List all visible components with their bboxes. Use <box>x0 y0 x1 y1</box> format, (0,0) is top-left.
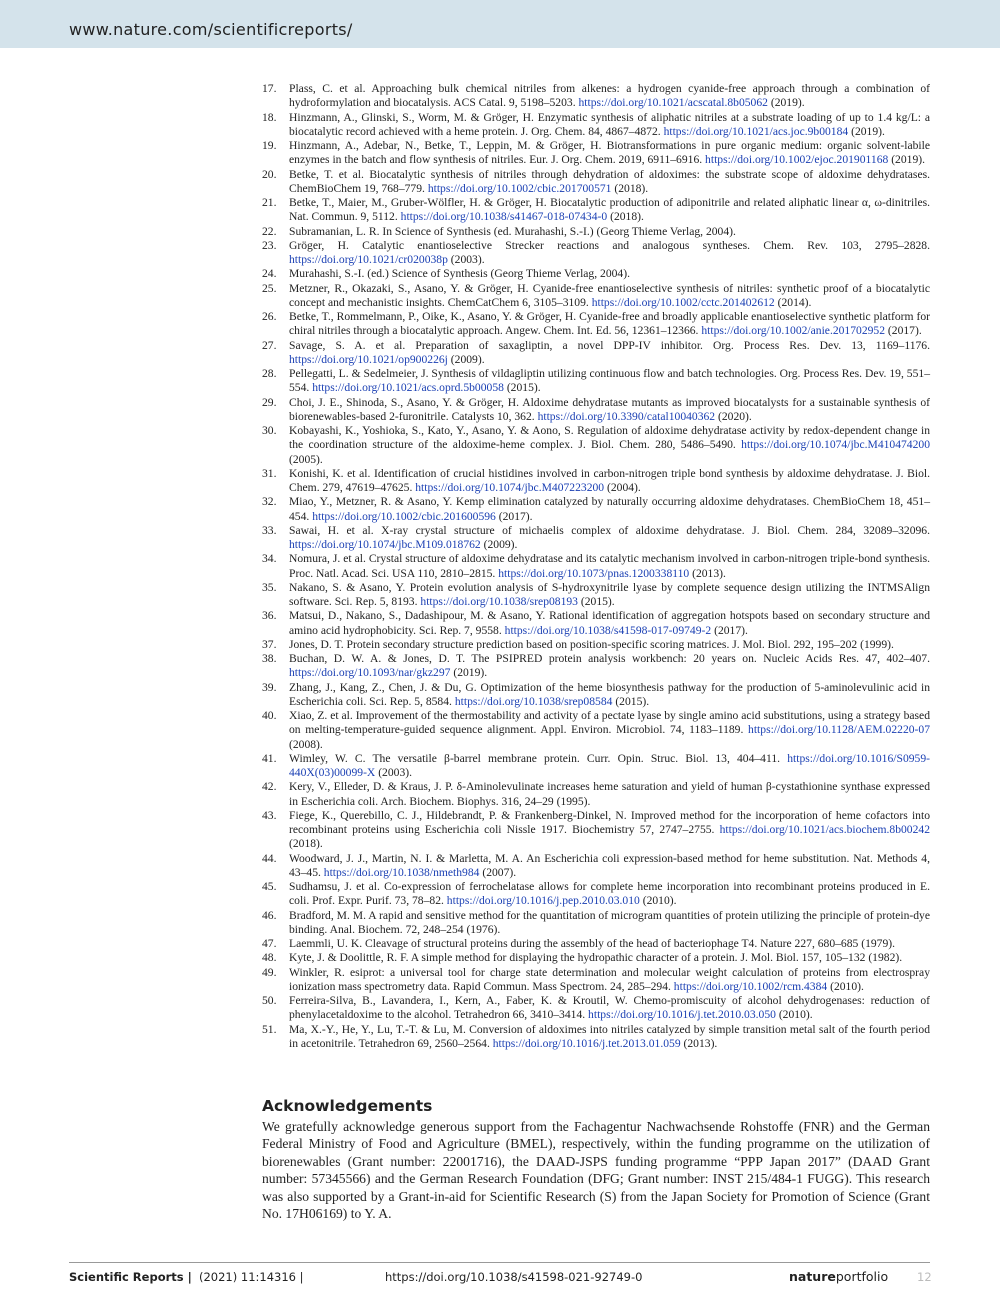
reference-citation: Subramanian, L. R. In Science of Synthesis (ed. Murahashi, S.-I.) (Georg Thieme Verlag, 2004). <box>289 224 736 238</box>
reference-item <box>262 909 930 937</box>
reference-citation: Kobayashi, K., Yoshioka, S., Kato, Y., Asano, Y. & Aono, S. Regulation of aldoxime dehydratase activity by redox-dependent change in the coordination structure of the aldoxime-heme complex. J. Biol. Chem. 280, 5486–5490. <box>289 424 930 452</box>
reference-number: 21. <box>262 196 277 209</box>
reference-year: (2003). <box>447 253 485 266</box>
reference-item <box>262 652 930 680</box>
reference-text <box>289 339 930 367</box>
reference-doi-link[interactable]: https://doi.org/10.1038/s41598-017-09749-2 <box>504 623 712 637</box>
reference-doi-link[interactable]: https://doi.org/10.1074/jbc.M410474200 <box>741 438 930 452</box>
reference-number: 51. <box>262 1022 277 1036</box>
reference-citation: Konishi, K. et al. Identification of crucial histidines involved in carbon-nitrogen triple bond synthesis by aldoxime dehydratase. J. Biol. Chem. 279, 47619–47625. <box>289 466 930 494</box>
reference-year: (2013). <box>680 1036 718 1050</box>
reference-item <box>262 709 930 752</box>
reference-doi-link[interactable]: https://doi.org/10.1074/jbc.M109.018762 <box>289 538 481 551</box>
reference-number: 31. <box>262 466 277 480</box>
reference-citation: Woodward, J. J., Martin, N. I. & Marletta, M. A. An Escherichia coli expression-based method for heme substitution. Nat. Methods 4, 43–45. <box>289 851 930 879</box>
reference-item <box>262 82 930 110</box>
reference-text <box>289 780 930 808</box>
reference-year: (2018). <box>611 181 649 195</box>
reference-citation: Betke, T., Maier, M., Gruber-Wölfler, H. & Gröger, H. Biocatalytic production of adiponitrile and related aliphatic linear α, ω-dinitriles. Nat. Commun. 9, 5112. <box>289 196 930 224</box>
reference-number: 19. <box>262 139 277 152</box>
reference-item <box>262 111 930 139</box>
reference-citation: Winkler, R. esiprot: a universal tool for charge state determination and molecular weight calculation of proteins from electrospray ionization mass spectrometry data. Rapid Commun. Mass Spectrom. 24, 285–294. <box>289 965 930 993</box>
reference-citation: Choi, J. E., Shinoda, S., Asano, Y. & Gröger, H. Aldoxime dehydratase mutants as improved biocatalysts for a sustainable synthesis of biorenewables-based 2-furonitrile. Catalysts 10, 362. <box>289 395 930 423</box>
reference-item <box>262 196 930 224</box>
reference-text <box>289 638 930 652</box>
reference-text <box>289 225 930 239</box>
reference-number: 25. <box>262 281 277 295</box>
reference-year: (2020). <box>715 409 752 423</box>
reference-year: (2014). <box>774 295 812 309</box>
reference-item <box>262 424 930 467</box>
reference-text <box>289 552 930 580</box>
reference-text <box>289 424 930 467</box>
reference-doi-link[interactable]: https://doi.org/10.3390/catal10040362 <box>537 409 716 423</box>
reference-doi-link[interactable]: https://doi.org/10.1021/acs.joc.9b00184 <box>663 124 849 138</box>
reference-number: 41. <box>262 751 277 765</box>
reference-citation: Laemmli, U. K. Cleavage of structural proteins during the assembly of the head of bacteriophage T4. Nature 227, 680–685 (1979). <box>289 937 896 950</box>
reference-citation: Betke, T. et al. Biocatalytic synthesis of nitriles through dehydration of aldoximes: the substrate scope of aldoxime dehydratases. ChemBioChem 19, 768–779. <box>289 167 930 195</box>
reference-text <box>289 994 930 1022</box>
reference-doi-link[interactable]: https://doi.org/10.1016/j.tet.2010.03.050 <box>588 1008 776 1022</box>
reference-item <box>262 951 930 965</box>
reference-year: (2007). <box>479 865 517 879</box>
page-number: 12 <box>917 1270 932 1284</box>
reference-item <box>262 239 930 267</box>
reference-citation: Ma, X.-Y., He, Y., Lu, T.-T. & Lu, M. Conversion of aldoximes into nitriles catalyzed by simple transition metal salt of the fourth period in acetonitrile. Tetrahedron 69, 2560–2564. <box>289 1022 930 1050</box>
nature-portfolio-logo <box>789 1269 888 1284</box>
reference-doi-link[interactable]: https://doi.org/10.1016/j.tet.2013.01.059 <box>492 1036 681 1050</box>
reference-year: (2008). <box>289 737 323 751</box>
acknowledgements-text: We gratefully acknowledge generous support from the Fachagentur Nachwachsende Rohstoffe (FNR) and the German Federal Ministry of Food and Agriculture (BMEL), respectively, within the funding programme on the utilization of biorenewables (Grant number: 22001716), the DAAD-JSPS funding programme “PPP Japan 2017” (DAAD Grant number: 57345566) and the German Research Foundation (DFG; Grant number: INST 215/484-1 FUGG). This research was also supported by a Grant-in-aid for Scientific Research (S) from the Japan Society for Promotion of Science (Grant No. 17H06169) to Y. A. <box>262 1119 930 1222</box>
reference-item <box>262 282 930 310</box>
reference-citation: Sudhamsu, J. et al. Co-expression of ferrochelatase allows for complete heme incorporation into recombinant proteins produced in E. coli. Prof. Expr. Purif. 73, 78–82. <box>289 880 930 908</box>
reference-item <box>262 367 930 395</box>
reference-item <box>262 1023 930 1051</box>
reference-text <box>289 524 930 552</box>
reference-text <box>289 951 930 965</box>
reference-text <box>289 111 930 139</box>
reference-item <box>262 852 930 880</box>
footer-doi[interactable]: https://doi.org/10.1038/s41598-021-92749-0 <box>385 1270 643 1284</box>
reference-item <box>262 524 930 552</box>
footer-volume: (2021) 11:14316 | <box>199 1270 304 1284</box>
reference-number: 28. <box>262 367 277 381</box>
reference-item <box>262 396 930 424</box>
reference-year: (2010). <box>639 894 677 908</box>
reference-text <box>289 282 930 310</box>
reference-text <box>289 652 930 680</box>
reference-citation: Kyte, J. & Doolittle, R. F. A simple method for displaying the hydropathic character of a protein. J. Mol. Biol. 157, 105–132 (1982). <box>289 951 903 965</box>
reference-citation: Gröger, H. Catalytic enantioselective Strecker reactions and analogous syntheses. Chem. Rev. 103, 2795–2828. <box>289 238 930 252</box>
reference-year: (2010). <box>827 979 864 993</box>
reference-text <box>289 196 930 224</box>
reference-year: (2015). <box>612 694 650 708</box>
reference-text <box>289 581 930 609</box>
reference-item <box>262 937 930 951</box>
reference-year: (2017). <box>885 324 922 338</box>
reference-item <box>262 581 930 609</box>
reference-citation: Buchan, D. W. A. & Jones, D. T. The PSIPRED protein analysis workbench: 20 years on. Nucleic Acids Res. 47, 402–407. <box>289 652 930 666</box>
reference-item <box>262 609 930 637</box>
reference-citation: Plass, C. et al. Approaching bulk chemical nitriles from alkenes: a hydrogen cyanide-free approach through a combination of hydroformylation and biocatalysis. ACS Catal. 9, 5198–5203. <box>289 82 930 110</box>
reference-year: (2017). <box>711 623 748 637</box>
reference-doi-link[interactable]: https://doi.org/10.1074/jbc.M407223200 <box>415 481 605 494</box>
reference-text <box>289 909 930 937</box>
reference-year: (2009). <box>447 352 485 366</box>
reference-text <box>289 139 930 167</box>
reference-item <box>262 552 930 580</box>
reference-text <box>289 396 930 424</box>
reference-year: (2010). <box>775 1008 813 1022</box>
reference-number: 47. <box>262 937 277 950</box>
reference-text <box>289 809 930 852</box>
reference-number: 32. <box>262 495 277 509</box>
reference-item <box>262 339 930 367</box>
reference-number: 27. <box>262 338 277 352</box>
reference-citation: Xiao, Z. et al. Improvement of the thermostability and activity of a pectate lyase by single amino acid substitutions, using a strategy based on melting-temperature-guided sequence alignment. Appl. Environ. Microbiol. 74, 1183–1189. <box>289 709 930 737</box>
reference-citation: Fiege, K., Querebillo, C. J., Hildebrandt, P. & Frankenberg-Dinkel, N. Improved method for the incorporation of heme cofactors into recombinant proteins using Escherichia coli Nissle 1917. Biochemistry 57, 2747–2755. <box>289 808 930 836</box>
header-url[interactable]: www.nature.com/scientificreports/ <box>69 20 353 39</box>
reference-item <box>262 310 930 338</box>
reference-citation: Nomura, J. et al. Crystal structure of aldoxime dehydratase and its catalytic mechanism involved in carbon-nitrogen triple-bond synthesis. Proc. Natl. Acad. Sci. USA 110, 2810–2815. <box>289 552 930 580</box>
reference-citation: Hinzmann, A., Glinski, S., Worm, M. & Gröger, H. Enzymatic synthesis of aliphatic nitriles at a substrate loading of up to 1.4 kg/L: a biocatalytic record achieved with a heme protein. J. Org. Chem. 84, 4867–4872. <box>289 110 930 138</box>
reference-doi-link[interactable]: https://doi.org/10.1002/rcm.4384 <box>673 979 828 993</box>
reference-number: 44. <box>262 851 277 865</box>
reference-number: 37. <box>262 637 277 651</box>
reference-text <box>289 880 930 908</box>
reference-doi-link[interactable]: https://doi.org/10.1021/cr020038p <box>289 253 448 266</box>
reference-number: 39. <box>262 680 277 694</box>
reference-number: 40. <box>262 709 277 723</box>
reference-text <box>289 367 930 395</box>
header-bar <box>0 0 1000 48</box>
reference-number: 20. <box>262 167 277 181</box>
reference-year: (2017). <box>495 509 533 523</box>
reference-text <box>289 82 930 110</box>
reference-citation: Betke, T., Rommelmann, P., Oike, K., Asano, Y. & Gröger, H. Cyanide-free and broadly applicable enantioselective synthetic platform for chiral nitriles through a biocatalytic approach. Angew. Chem. Int. Ed. 56, 12361–12366. <box>289 310 930 338</box>
reference-number: 23. <box>262 238 277 252</box>
reference-item <box>262 994 930 1022</box>
reference-text <box>289 239 930 267</box>
reference-number: 48. <box>262 951 277 965</box>
reference-item <box>262 752 930 780</box>
reference-doi-link[interactable]: https://doi.org/10.1016/S0959-440X(03)00099-X <box>289 751 930 779</box>
acknowledgements-section <box>262 1097 930 1222</box>
reference-doi-link[interactable]: https://doi.org/10.1021/acs.biochem.8b00242 <box>719 823 930 836</box>
reference-doi-link[interactable]: https://doi.org/10.1073/pnas.1200338110 <box>498 566 690 580</box>
reference-year: (2019). <box>450 666 488 680</box>
reference-doi-link[interactable]: https://doi.org/10.1002/ejoc.201901168 <box>705 153 889 167</box>
reference-year: (2013). <box>689 566 726 580</box>
reference-number: 35. <box>262 580 277 594</box>
reference-year: (2019). <box>767 96 805 110</box>
reference-doi-link[interactable]: https://doi.org/10.1016/j.pep.2010.03.010 <box>446 894 640 908</box>
reference-text <box>289 1023 930 1051</box>
reference-citation: Savage, S. A. et al. Preparation of saxagliptin, a novel DPP-IV inhibitor. Org. Process Res. Dev. 13, 1169–1176. <box>289 338 930 352</box>
reference-item <box>262 495 930 523</box>
reference-text <box>289 495 930 523</box>
reference-doi-link[interactable]: https://doi.org/10.1128/AEM.02220-07 <box>748 723 930 737</box>
reference-citation: Nakano, S. & Asano, Y. Protein evolution analysis of S-hydroxynitrile lyase by complete sequence design utilizing the INTMSAlign software. Sci. Rep. 5, 8193. <box>289 580 930 608</box>
reference-citation: Kery, V., Elleder, D. & Kraus, J. P. δ-Aminolevulinate increases heme saturation and yield of human β-cystathionine synthase expressed in Escherichia coli. Arch. Biochem. Biophys. 316, 24–29 (1995). <box>289 780 930 808</box>
brand-bold: nature <box>789 1269 836 1284</box>
reference-doi-link[interactable]: https://doi.org/10.1002/cbic.201700571 <box>427 181 612 195</box>
reference-item <box>262 267 930 281</box>
reference-citation: Sawai, H. et al. X-ray crystal structure of michaelis complex of aldoxime dehydratase. J. Biol. Chem. 284, 32089–32096. <box>289 523 930 537</box>
reference-text <box>289 966 930 994</box>
reference-year: (2019). <box>888 153 926 167</box>
reference-citation: Miao, Y., Metzner, R. & Asano, Y. Kemp elimination catalyzed by naturally occurring aldoxime dehydratases. ChemBioChem 18, 451–454. <box>289 495 930 523</box>
reference-item <box>262 638 930 652</box>
reference-number: 22. <box>262 224 277 238</box>
footer-divider <box>69 1262 930 1263</box>
reference-doi-link[interactable]: https://doi.org/10.1093/nar/gkz297 <box>289 666 451 680</box>
brand-rest: portfolio <box>835 1269 889 1284</box>
reference-item <box>262 467 930 495</box>
reference-doi-link[interactable]: https://doi.org/10.1002/anie.201702952 <box>701 324 886 338</box>
reference-citation: Jones, D. T. Protein secondary structure prediction based on position-specific scoring matrices. J. Mol. Biol. 292, 195–202 (1999). <box>289 637 894 651</box>
reference-text <box>289 168 930 196</box>
reference-number: 42. <box>262 780 277 794</box>
reference-text <box>289 310 930 338</box>
reference-number: 49. <box>262 965 277 979</box>
reference-number: 33. <box>262 523 277 537</box>
reference-year: (2015). <box>503 381 541 395</box>
reference-doi-link[interactable]: https://doi.org/10.1038/s41467-018-07434-0 <box>400 210 608 224</box>
reference-year: (2004). <box>604 481 641 494</box>
reference-doi-link[interactable]: https://doi.org/10.1002/cbic.201600596 <box>312 509 496 523</box>
reference-list <box>262 82 930 1051</box>
reference-number: 46. <box>262 908 277 922</box>
reference-doi-link[interactable]: https://doi.org/10.1021/acscatal.8b05062 <box>578 96 768 110</box>
acknowledgements-title: Acknowledgements <box>262 1097 433 1115</box>
reference-citation: Wimley, W. C. The versatile β-barrel membrane protein. Curr. Opin. Struc. Biol. 13, 404–411. <box>289 751 788 765</box>
reference-number: 26. <box>262 310 277 324</box>
reference-year: (2005). <box>289 452 323 466</box>
reference-citation: Zhang, J., Kang, Z., Chen, J. & Du, G. Optimization of the heme biosynthesis pathway for the production of 5-aminolevulinic acid in Escherichia coli. Sci. Rep. 5, 8584. <box>289 680 930 708</box>
reference-year: (2003). <box>375 766 413 779</box>
reference-text <box>289 467 930 495</box>
reference-citation: Pellegatti, L. & Sedelmeier, J. Synthesis of vildagliptin utilizing continuous flow and batch technologies. Org. Process Res. Dev. 19, 551–554. <box>289 367 930 395</box>
reference-item <box>262 880 930 908</box>
reference-number: 24. <box>262 267 277 281</box>
reference-item <box>262 966 930 994</box>
reference-number: 30. <box>262 424 277 438</box>
reference-year: (2018). <box>289 837 323 851</box>
reference-text <box>289 852 930 880</box>
reference-year: (2018). <box>607 210 644 224</box>
reference-citation: Hinzmann, A., Adebar, N., Betke, T., Leppin, M. & Gröger, H. Biotransformations in pure organic medium: organic solvent-labile enzymes in the batch and flow synthesis of nitriles. Eur. J. Org. Chem. 2019, 6911–6916. <box>289 139 930 167</box>
reference-text <box>289 937 930 951</box>
reference-citation: Bradford, M. M. A rapid and sensitive method for the quantitation of microgram quantities of protein utilizing the principle of protein-dye binding. Anal. Biochem. 72, 248–254 (1976). <box>289 908 930 936</box>
reference-item <box>262 225 930 239</box>
reference-text <box>289 752 930 780</box>
reference-number: 34. <box>262 552 277 566</box>
reference-number: 29. <box>262 395 277 409</box>
reference-citation: Metzner, R., Okazaki, S., Asano, Y. & Gröger, H. Cyanide-free enantioselective synthesis of nitriles: synthetic proof of a biocatalytic concept and mechanistic insights. ChemCatChem 6, 3105–3109. <box>289 281 930 309</box>
reference-item <box>262 681 930 709</box>
reference-text <box>289 267 930 281</box>
reference-citation: Murahashi, S.-I. (ed.) Science of Synthesis (Georg Thieme Verlag, 2004). <box>289 267 630 281</box>
reference-item <box>262 168 930 196</box>
reference-doi-link[interactable]: https://doi.org/10.1021/acs.oprd.5b00058 <box>312 381 504 395</box>
reference-doi-link[interactable]: https://doi.org/10.1002/cctc.201402612 <box>591 295 775 309</box>
reference-number: 17. <box>262 82 277 95</box>
reference-year: (2019). <box>848 124 885 138</box>
reference-year: (2015). <box>577 595 615 608</box>
reference-doi-link[interactable]: https://doi.org/10.1021/op900226j <box>289 352 448 366</box>
reference-number: 38. <box>262 652 277 666</box>
reference-number: 50. <box>262 994 277 1008</box>
reference-number: 36. <box>262 609 277 623</box>
reference-text <box>289 609 930 637</box>
reference-text <box>289 681 930 709</box>
reference-item <box>262 780 930 808</box>
reference-number: 43. <box>262 808 277 822</box>
reference-citation: Ferreira-Silva, B., Lavandera, I., Kern, A., Faber, K. & Kroutil, W. Chemo-promiscuity of alcohol dehydrogenases: reduction of phenylacetaldoxime to the alcohol. Tetrahedron 66, 3410–3414. <box>289 994 930 1022</box>
reference-number: 18. <box>262 110 277 124</box>
reference-doi-link[interactable]: https://doi.org/10.1038/srep08584 <box>454 694 613 708</box>
reference-citation: Matsui, D., Nakano, S., Dadashipour, M. & Asano, Y. Rational identification of aggregation hotspots based on secondary structure and amino acid hydrophobicity. Sci. Rep. 7, 9558. <box>289 609 930 637</box>
reference-text <box>289 709 930 752</box>
reference-item <box>262 139 930 167</box>
footer-journal: Scientific Reports | <box>69 1270 192 1284</box>
reference-number: 45. <box>262 880 277 893</box>
reference-doi-link[interactable]: https://doi.org/10.1038/srep08193 <box>420 595 578 608</box>
reference-doi-link[interactable]: https://doi.org/10.1038/nmeth984 <box>323 865 480 879</box>
reference-year: (2009). <box>480 538 518 551</box>
reference-item <box>262 809 930 852</box>
